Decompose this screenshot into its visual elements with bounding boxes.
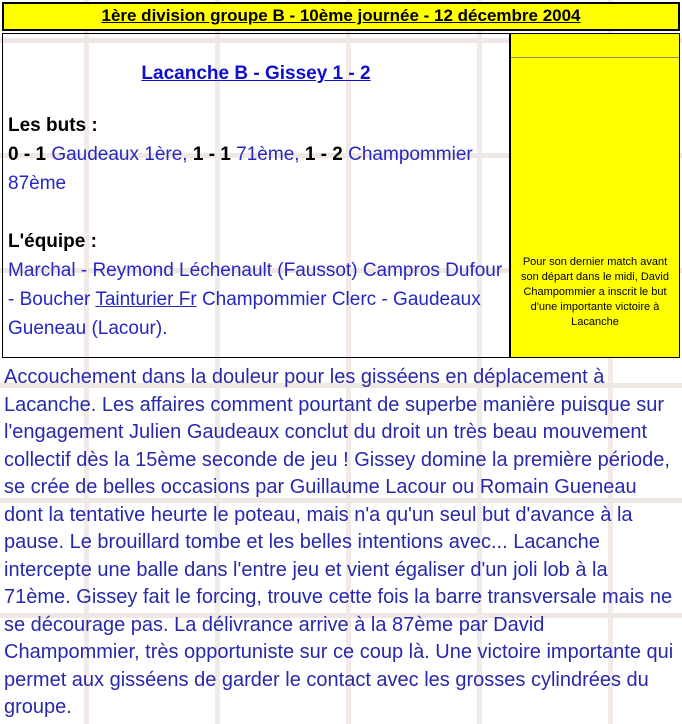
- goal-score-1: 0 - 1: [8, 144, 47, 165]
- goals-heading: Les buts :: [8, 115, 98, 136]
- team-text-before: Marchal - Reymond Léchenault (Faussot) Campros Dufour - Boucher: [8, 260, 503, 310]
- team-text-after: Champommier Clerc - Gaudeaux Gueneau (Lacour).: [8, 289, 481, 339]
- photo-placeholder: [511, 34, 679, 58]
- match-title: [8, 59, 504, 88]
- goals-line: [8, 140, 504, 198]
- match-title-link[interactable]: Lacanche B - Gissey 1 - 2: [141, 63, 371, 84]
- league-banner: [2, 2, 680, 31]
- banner-title: 1ère division groupe B - 10ème journée - 12 décembre 2004: [101, 6, 581, 25]
- goal-score-2: 1 - 1: [192, 144, 231, 165]
- content-row: [2, 33, 680, 358]
- team-heading: L'équipe :: [8, 231, 97, 252]
- photo-panel: [510, 33, 680, 358]
- match-summary-panel: [2, 33, 510, 358]
- goal-score-3: 1 - 2: [304, 144, 343, 165]
- player-link-tainturier[interactable]: Tainturier Fr: [95, 289, 197, 310]
- goal-scorer-1: Gaudeaux 1ère,: [51, 144, 188, 165]
- team-line: [8, 256, 504, 343]
- photo-caption: Pour son dernier match avant son départ dans le midi, David Champommier a inscrit le but d'une importante victoire à Lacanche: [521, 256, 669, 328]
- match-report-text: Accouchement dans la douleur pour les gisséens en déplacement à Lacanche. Les affaires comment pourtant de superbe manière puisque sur l'engagement Julien Gaudeaux conclut du droit un très beau mouvement collectif dès la 15ème seconde de jeu ! Gissey domine la première période, se crée de belles occasions par Guillaume Lacour ou Romain Gueneau dont la tentative heurte le poteau, mais n'a qu'un seul but d'avance à la pause. Le brouillard tombe et les belles intentions avec... Lacanche intercepte une balle dans l'entre jeu et vient égaliser d'un joli lob à la 71ème. Gissey fait le forcing, trouve cette fois la barre transversale mais ne se décourage pas. La délivrance arrive à la 87ème par David Champommier, très opportuniste sur ce coup là. Une victoire importante qui permet aux gisséens de garder le contact avec les grosses cylindrées du groupe.: [4, 366, 674, 718]
- goal-scorer-3: Champommier 87ème: [8, 144, 473, 194]
- goal-scorer-2: 71ème,: [236, 144, 300, 165]
